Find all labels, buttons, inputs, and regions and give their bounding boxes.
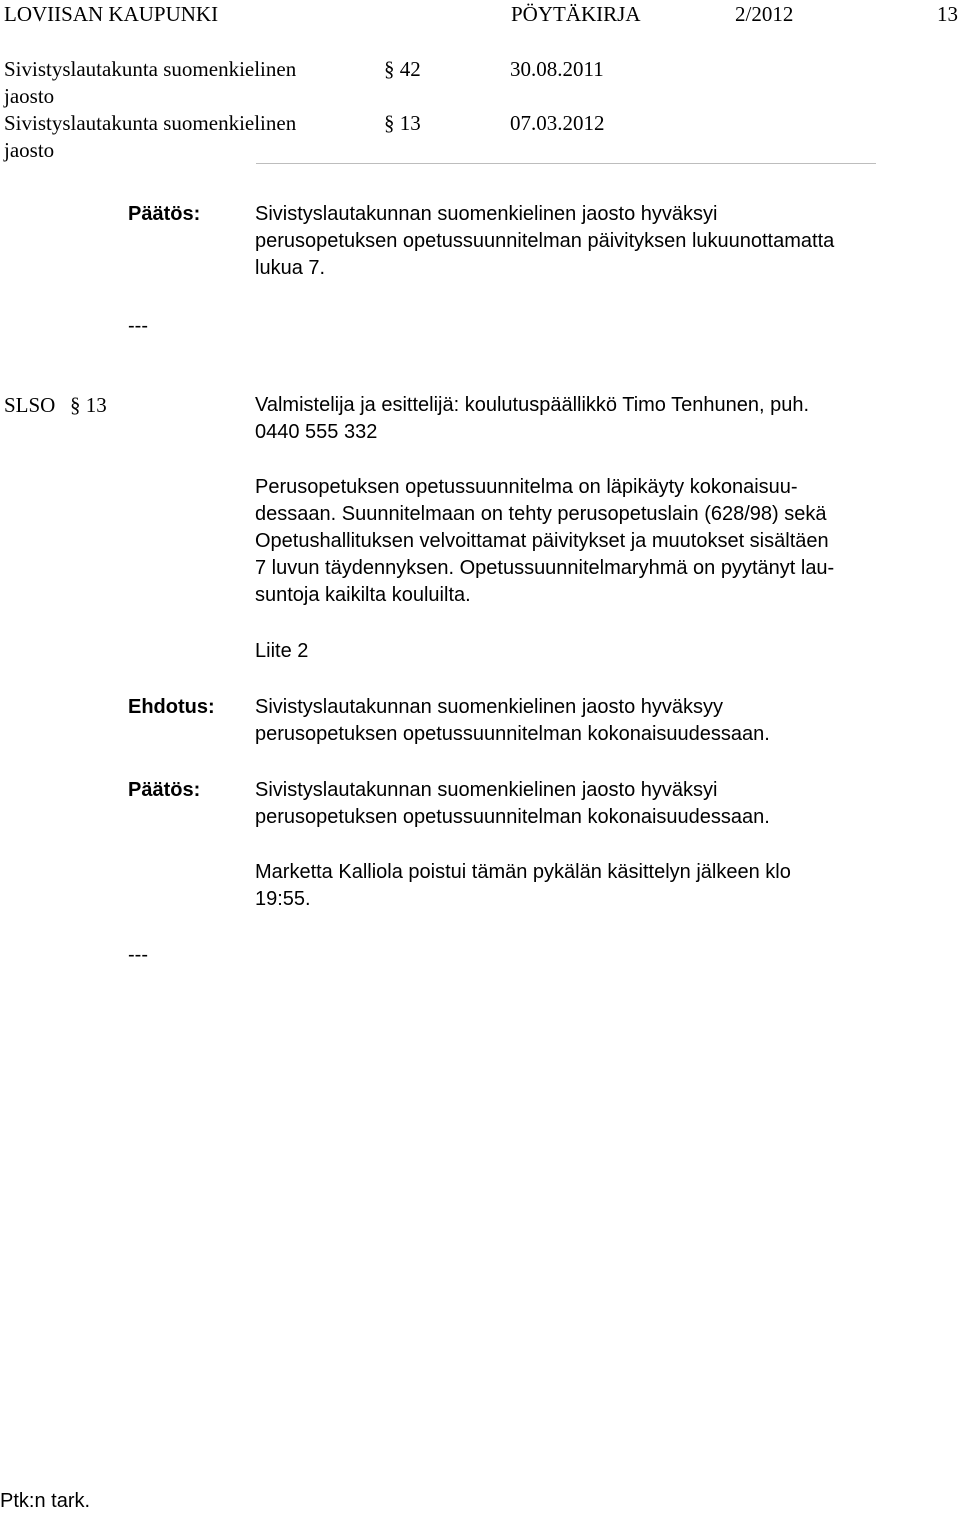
preparer-phone: 0440 555 332 <box>255 421 378 443</box>
doc-number: 2/2012 <box>735 2 794 26</box>
body-line: Perusopetuksen opetussuunnitelma on läpikäyty kokonaisuu- <box>255 476 798 498</box>
preparer-line: Valmistelija ja esittelijä: koulutuspäällikkö Timo Tenhunen, puh. <box>255 394 810 416</box>
previous-decision-text <box>255 201 834 282</box>
item-section: § 13 <box>70 393 107 417</box>
previous-decision-line: lukua 7. <box>255 257 326 279</box>
separator: --- <box>128 944 148 966</box>
decision-line: Sivistyslautakunnan suomenkielinen jaosto hyväksyi <box>255 779 718 801</box>
previous-decision-line: Sivistyslautakunnan suomenkielinen jaosto hyväksyi <box>255 203 718 225</box>
history-date-1: 30.08.2011 <box>510 57 604 81</box>
proposal-label: Ehdotus: <box>128 696 215 718</box>
separator: --- <box>128 315 148 337</box>
history-section-2: § 13 <box>384 111 421 135</box>
previous-decision-label: Päätös: <box>128 203 201 225</box>
doc-type: PÖYTÄKIRJA <box>511 2 641 26</box>
item-body <box>255 474 834 609</box>
decision-text <box>255 777 770 831</box>
previous-decision-line: perusopetuksen opetussuunnitelman päivityksen lukuunottamatta <box>255 230 835 252</box>
proposal-text <box>255 694 770 748</box>
minutes-note <box>255 859 791 913</box>
body-line: 7 luvun täydennyksen. Opetussuunnitelmaryhmä on pyytänyt lau- <box>255 557 835 579</box>
note-line: 19:55. <box>255 888 311 910</box>
decision-label: Päätös: <box>128 779 201 801</box>
history-body-1-cont: jaosto <box>4 84 55 108</box>
preparer-info <box>255 392 809 446</box>
verification-label: Ptk:n tark. <box>0 1490 91 1512</box>
history-body-2-cont: jaosto <box>4 138 55 162</box>
history-date-2: 07.03.2012 <box>510 111 605 135</box>
body-line: Opetushallituksen velvoittamat päivitykset ja muutokset sisältäen <box>255 530 829 552</box>
proposal-line: perusopetuksen opetussuunnitelman kokonaisuudessaan. <box>255 723 770 745</box>
history-body-1: Sivistyslautakunta suomenkielinen <box>4 57 297 81</box>
history-divider <box>256 163 876 164</box>
note-line: Marketta Kalliola poistui tämän pykälän käsittelyn jälkeen klo <box>255 861 791 883</box>
decision-line: perusopetuksen opetussuunnitelman kokonaisuudessaan. <box>255 806 770 828</box>
page-number: 13 <box>937 2 958 26</box>
org-name: LOVIISAN KAUPUNKI <box>4 2 219 26</box>
body-line: dessaan. Suunnitelmaan on tehty perusopetuslain (628/98) sekä <box>255 503 827 525</box>
history-section-1: § 42 <box>384 57 421 81</box>
proposal-line: Sivistyslautakunnan suomenkielinen jaosto hyväksyy <box>255 696 724 718</box>
item-code: SLSO <box>4 393 56 417</box>
attachment-reference: Liite 2 <box>255 640 309 662</box>
history-body-2: Sivistyslautakunta suomenkielinen <box>4 111 297 135</box>
body-line: suntoja kaikilta kouluilta. <box>255 584 471 606</box>
